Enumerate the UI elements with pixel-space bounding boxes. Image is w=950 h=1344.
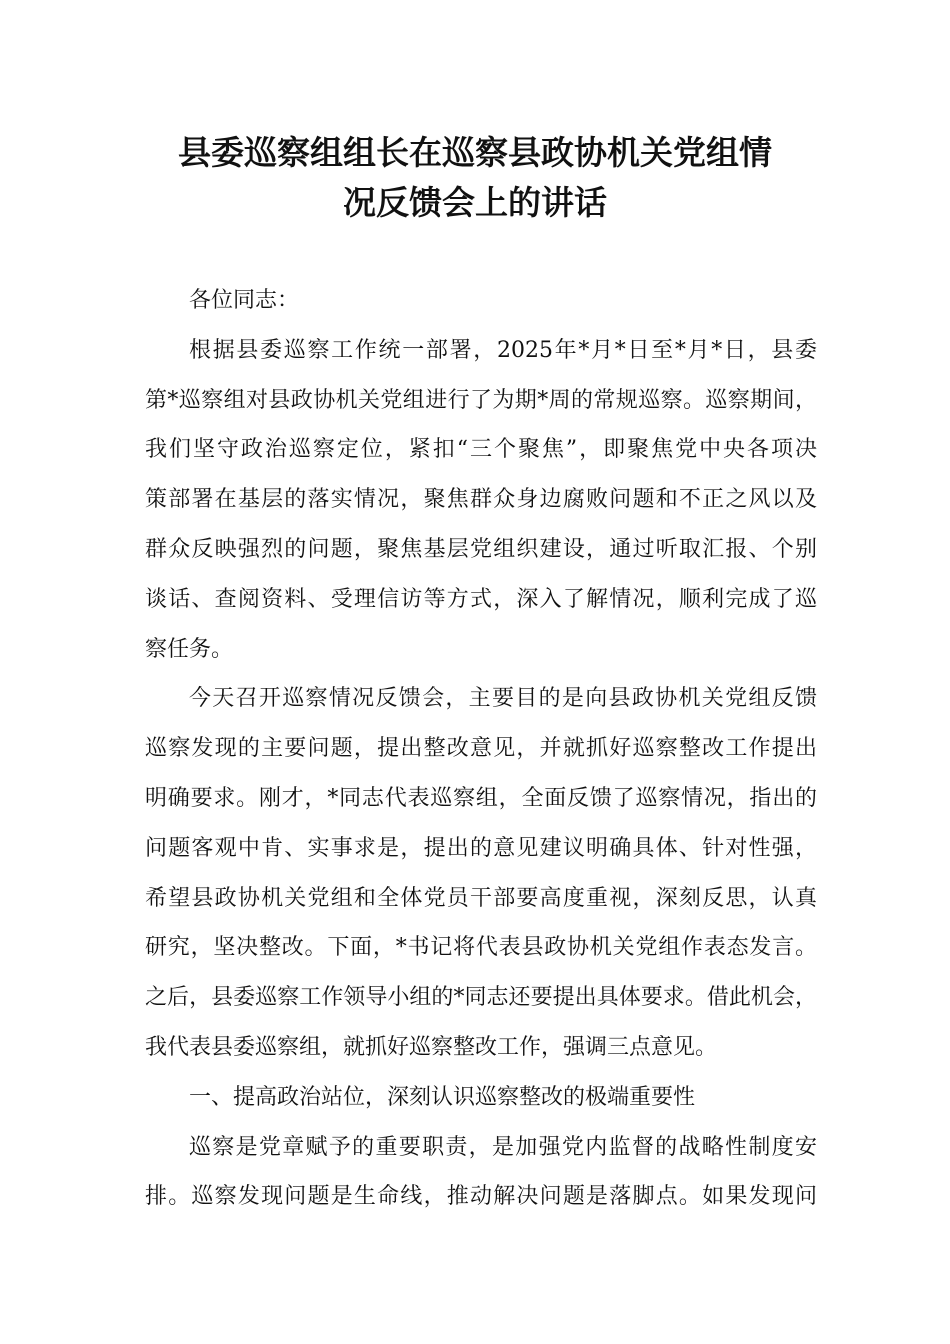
paragraph-line: 谈话、查阅资料、受理信访等方式，深入了解情况，顺利完成了巡	[145, 586, 817, 612]
paragraph-line: 根据县委巡察工作统一部署，2025年*月*日至*月*日，县委	[189, 337, 817, 363]
paragraph-line: 群众反映强烈的问题，聚焦基层党组织建设，通过听取汇报、个别	[145, 536, 817, 562]
paragraph-line: 明确要求。刚才，*同志代表巡察组，全面反馈了巡察情况，指出的	[145, 785, 817, 811]
paragraph-line: 一、提高政治站位，深刻认识巡察整改的极端重要性	[189, 1084, 696, 1110]
paragraph-line: 察任务。	[145, 636, 234, 662]
paragraph	[145, 1073, 817, 1123]
paragraph-line: 第*巡察组对县政协机关党组进行了为期*周的常规巡察。巡察期间，	[145, 387, 817, 413]
paragraph-line: 我代表县委巡察组，就抓好巡察整改工作，强调三点意见。	[145, 1034, 718, 1060]
paragraph	[145, 326, 817, 675]
paragraph-line: 之后，县委巡察工作领导小组的*同志还要提出具体要求。借此机会，	[145, 985, 817, 1011]
paragraph-line: 我们坚守政治巡察定位，紧扣“三个聚焦”，即聚焦党中央各项决	[145, 437, 817, 463]
paragraph-line: 排。巡察发现问题是生命线，推动解决问题是落脚点。如果发现问	[145, 1184, 817, 1210]
salutation: 各位同志：	[189, 288, 300, 313]
paragraph-line: 问题客观中肯、实事求是，提出的意见建议明确具体、针对性强，	[145, 835, 817, 861]
paragraph-line: 策部署在基层的落实情况，聚焦群众身边腐败问题和不正之风以及	[145, 487, 817, 513]
paragraph-line: 研究，坚决整改。下面，*书记将代表县政协机关党组作表态发言。	[145, 935, 817, 961]
document-title-line-1: 县委巡察组组长在巡察县政协机关党组情	[178, 133, 772, 172]
document-body	[145, 276, 817, 1222]
paragraph-line: 今天召开巡察情况反馈会，主要目的是向县政协机关党组反馈	[189, 686, 817, 712]
paragraph	[145, 1123, 817, 1223]
paragraph-line: 巡察是党章赋予的重要职责，是加强党内监督的战略性制度安	[189, 1134, 817, 1160]
document-title-line-2: 况反馈会上的讲话	[343, 183, 607, 222]
paragraph-line: 希望县政协机关党组和全体党员干部要高度重视，深刻反思，认真	[145, 885, 817, 911]
paragraph-line: 巡察发现的主要问题，提出整改意见，并就抓好巡察整改工作提出	[145, 736, 817, 762]
paragraph	[145, 674, 817, 1072]
